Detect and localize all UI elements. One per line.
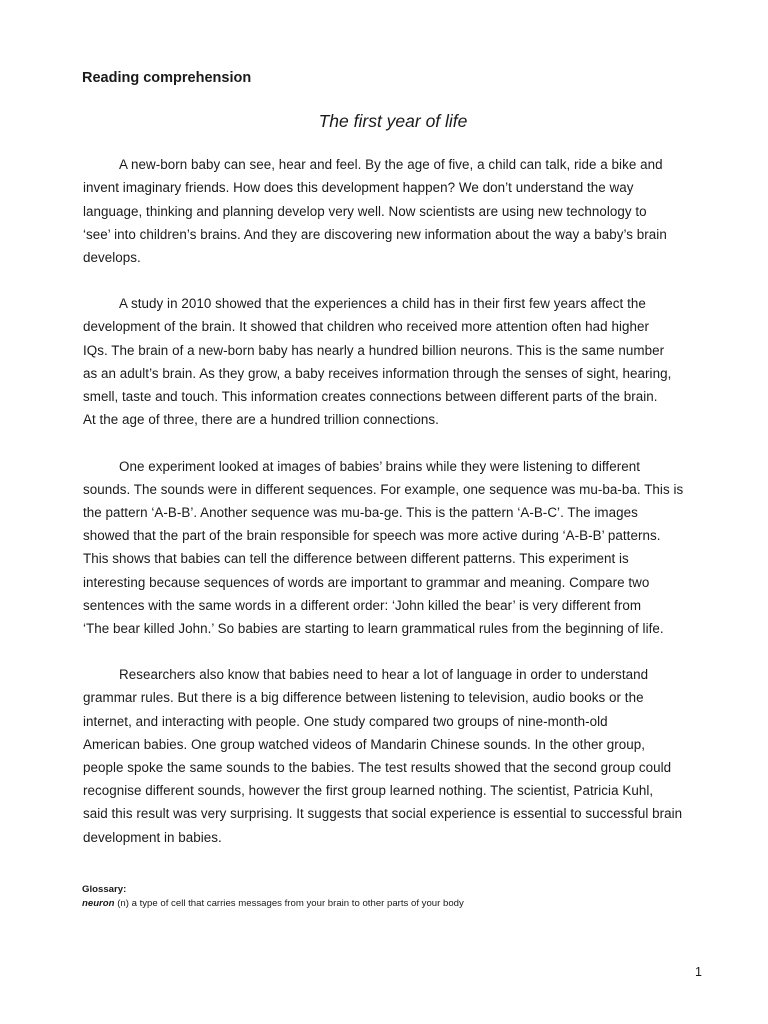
text-line: language, thinking and planning develop very well. Now scientists are using new technology to — [83, 204, 647, 219]
section-heading: Reading comprehension — [82, 70, 252, 86]
text-line: as an adult’s brain. As they grow, a baby receives information through the senses of sight, hearing, — [83, 366, 672, 381]
text-line: development of the brain. It showed that children who received more attention often had higher — [83, 319, 649, 334]
text-line: internet, and interacting with people. One study compared two groups of nine-month-old — [83, 714, 608, 729]
page-number: 1 — [695, 965, 702, 979]
text-line: invent imaginary friends. How does this development happen? We don’t understand the way — [83, 180, 634, 195]
text-line: said this result was very surprising. It suggests that social experience is essential to successful brain — [83, 806, 683, 821]
glossary-definition: a type of cell that carries messages from your brain to other parts of your body — [131, 898, 464, 909]
glossary-heading: Glossary: — [82, 884, 127, 895]
glossary-part-of-speech: (n) — [117, 898, 129, 909]
glossary-entry — [82, 898, 464, 909]
text-line: Researchers also know that babies need to hear a lot of language in order to understand — [119, 667, 649, 682]
text-line: At the age of three, there are a hundred trillion connections. — [83, 412, 439, 427]
text-line: smell, taste and touch. This information creates connections between different parts of the brain. — [83, 389, 658, 404]
text-line: development in babies. — [83, 830, 222, 845]
text-line: One experiment looked at images of babies’ brains while they were listening to different — [119, 459, 640, 474]
text-line: people spoke the same sounds to the babies. The test results showed that the second group could — [83, 760, 672, 775]
text-line: sounds. The sounds were in different sequences. For example, one sequence was mu-ba-ba. This is — [83, 482, 684, 497]
text-line: A study in 2010 showed that the experiences a child has in their first few years affect the — [119, 296, 646, 311]
text-line: ‘see’ into children’s brains. And they are discovering new information about the way a baby’s brain — [83, 227, 667, 242]
text-line: recognise different sounds, however the first group learned nothing. The scientist, Patricia Kuhl, — [83, 783, 654, 798]
text-line: A new-born baby can see, hear and feel. By the age of five, a child can talk, ride a bike and — [119, 157, 663, 172]
text-line: sentences with the same words in a different order: ‘John killed the bear’ is very different from — [83, 598, 642, 613]
text-line: the pattern ‘A-B-B’. Another sequence was mu-ba-ge. This is the pattern ‘A-B-C’. The images — [83, 505, 638, 520]
text-line: interesting because sequences of words are important to grammar and meaning. Compare two — [83, 575, 650, 590]
text-line: ‘The bear killed John.’ So babies are starting to learn grammatical rules from the beginning of life. — [83, 621, 664, 636]
glossary-term: neuron — [82, 898, 115, 909]
text-line: showed that the part of the brain responsible for speech was more active during ‘A-B-B’ patterns. — [83, 528, 661, 543]
text-line: IQs. The brain of a new-born baby has nearly a hundred billion neurons. This is the same number — [83, 343, 665, 358]
text-line: American babies. One group watched videos of Mandarin Chinese sounds. In the other group, — [83, 737, 645, 752]
text-line: grammar rules. But there is a big difference between listening to television, audio books or the — [83, 690, 644, 705]
text-line: This shows that babies can tell the difference between different patterns. This experiment is — [83, 551, 629, 566]
article-title: The first year of life — [318, 111, 468, 131]
text-line: develops. — [83, 250, 141, 265]
